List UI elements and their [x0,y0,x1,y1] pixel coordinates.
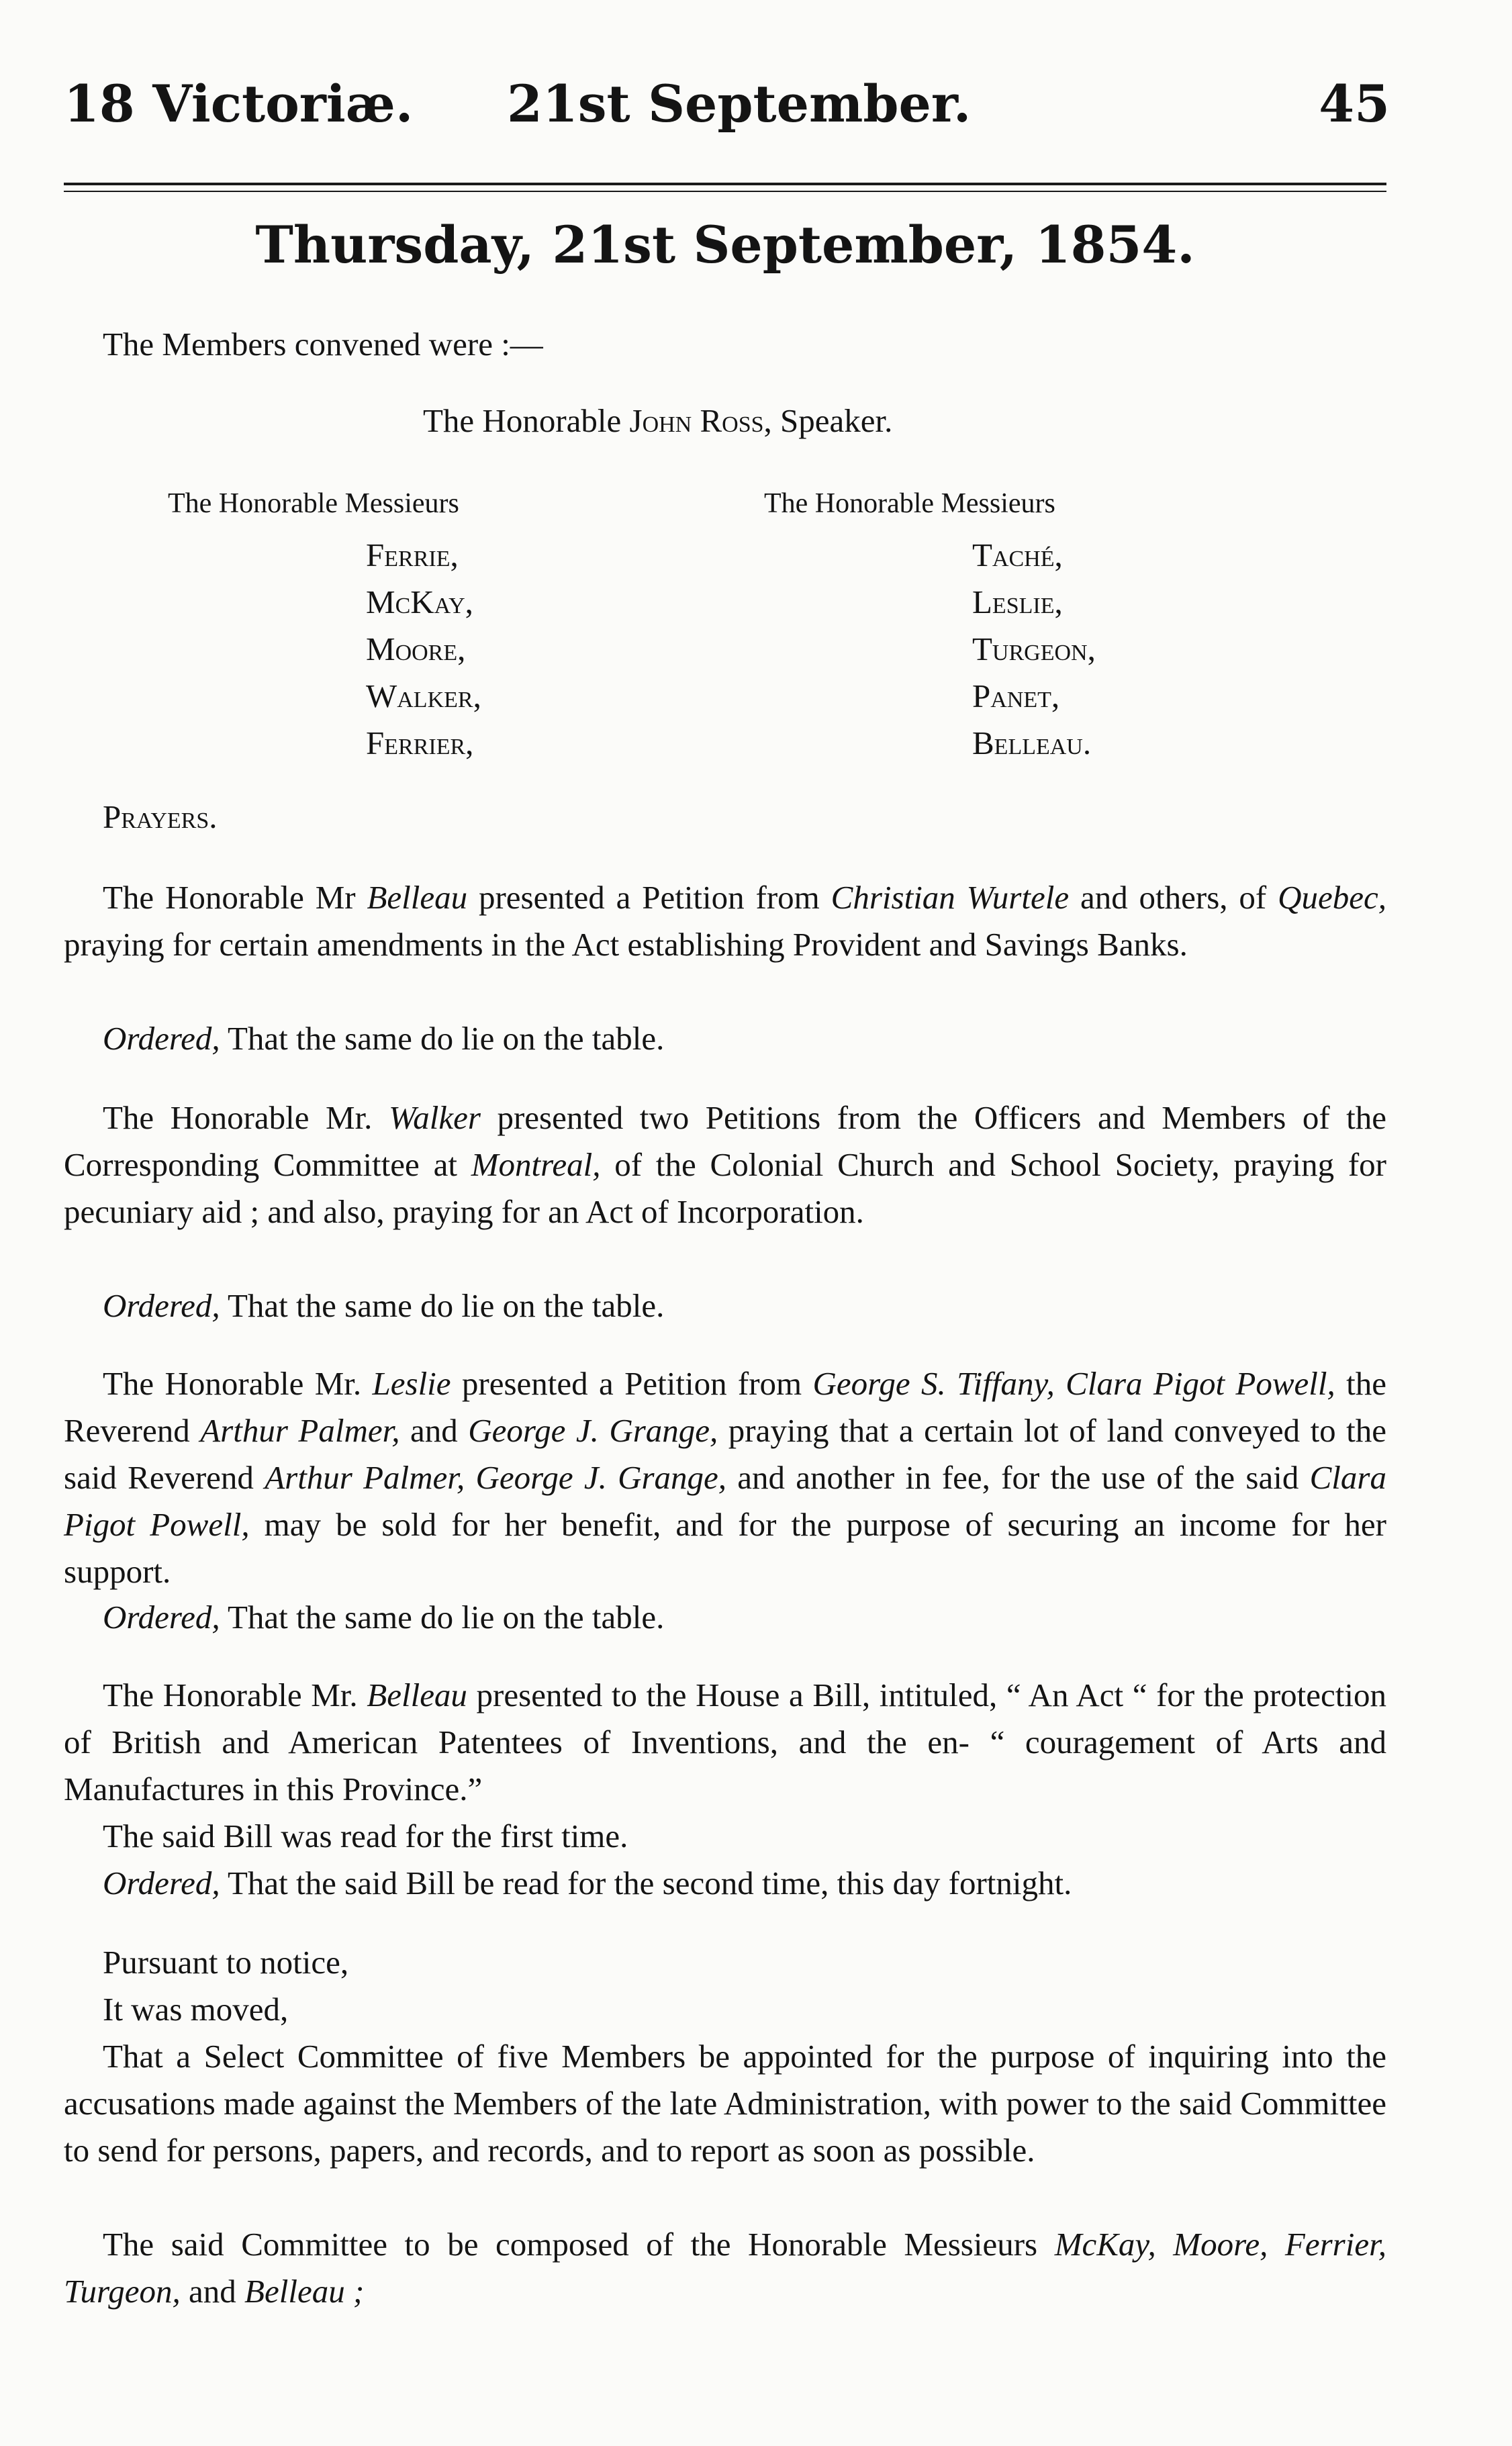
order-line: Ordered, That the said Bill be read for the second time, this day fortnight. [103,1865,1072,1901]
member-name: Turgeon, [972,630,1096,667]
entry-petition-leslie: The Honorable Mr. Leslie presented a Petition from George S. Tiffany, Clara Pigot Powell, the Reverend Arthur Palmer, and George J. Grange, praying that a certain lot of land conveyed to the said Reverend Arthur Palmer, George J. Grange, and another in fee, for the use of the said Clara Pigot Powell, may be sold for her benefit, and for the purpose of securing an income for her support. [64,1365,1387,1590]
order-line: Ordered, That the same do lie on the table. [103,1020,665,1057]
order-line: Ordered, That the same do lie on the table. [103,1287,665,1324]
page-number: 45 [1319,74,1390,134]
members-right-list [972,532,1096,767]
running-date: 21st September. [507,74,972,134]
members-right-heading: The Honorable Messieurs [764,488,1055,519]
member-name: Taché, [972,536,1063,573]
regnal-year: 18 Victoriæ. [64,74,414,134]
speaker-first-name: John [629,402,692,439]
bill-read-line: The said Bill was read for the first time. [103,1818,628,1854]
entry-bill-belleau: The Honorable Mr. Belleau presented to the House a Bill, intituled, “ An Act “ for the protection of British and American Patentees of Inventions, and the en- “ couragement of Arts and Manufactures in this Province.” [64,1677,1386,1807]
speaker-prefix: The Honorable [423,402,622,439]
speaker-last-name: Ross [700,402,764,439]
prayers: Prayers. [103,798,218,835]
speaker-line [423,403,892,439]
member-name: Ferrie, [366,536,459,573]
members-left-heading: The Honorable Messieurs [168,488,459,519]
header-rule-thin [64,191,1386,192]
member-name: Belleau. [972,724,1092,761]
member-name: McKay, [366,583,473,620]
member-name: Leslie, [972,583,1063,620]
members-left-list [366,532,481,767]
member-name: Walker, [366,677,481,714]
header-rule-thick [64,183,1386,185]
members-convened: The Members convened were :— [103,326,543,363]
member-name: Panet, [972,677,1060,714]
member-name: Ferrier, [366,724,474,761]
running-head [64,74,1390,141]
day-title: Thursday, 21st September, 1854. [255,215,1195,275]
motion-text: That a Select Committee of five Members be appointed for the purpose of inquiring into the accusations made against the Members of the late Administration, with power to the said Committee to send for persons, papers, and records, and to report as soon as possible. [64,2038,1386,2169]
order-line: Ordered, That the same do lie on the table. [103,1599,665,1636]
member-name: Moore, [366,630,466,667]
entry-petition-belleau: The Honorable Mr Belleau presented a Petition from Christian Wurtele and others, of Quebec, praying for certain amendments in the Act establishing Provident and Savings Banks. [64,879,1386,963]
committee-composition: The said Committee to be composed of the Honorable Messieurs McKay, Moore, Ferrier, Turgeon, and Belleau ; [64,2226,1386,2310]
speaker-suffix: , Speaker. [763,402,893,439]
entry-petition-walker: The Honorable Mr. Walker presented two Petitions from the Officers and Members of the Corresponding Committee at Montreal, of the Colonial Church and School Society, praying for pecuniary aid ; and also, praying for an Act of Incorporation. [64,1099,1387,1230]
motion-moved: It was moved, [103,1991,289,2028]
motion-notice: Pursuant to notice, [103,1944,349,1981]
